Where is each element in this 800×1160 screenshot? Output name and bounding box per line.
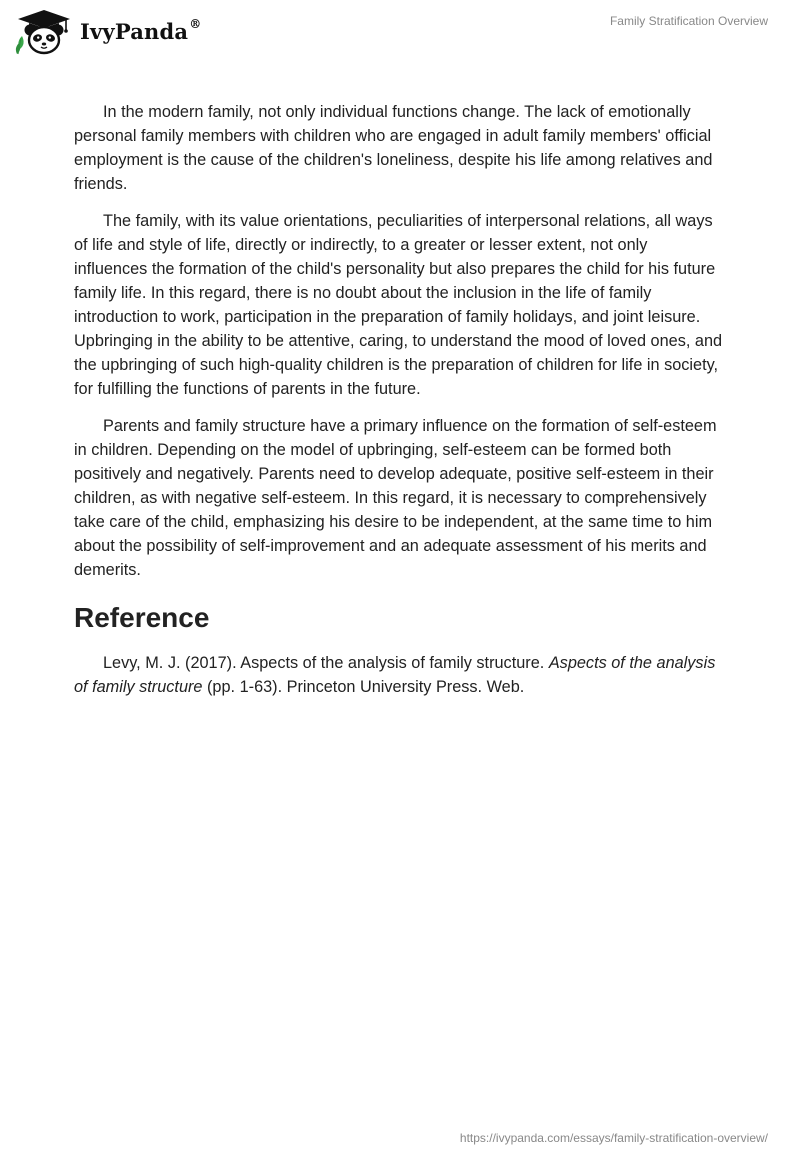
page-header: [0, 0, 800, 60]
paragraph: The family, with its value orientations, peculiarities of interpersonal relations, all ways of life and style of life, directly or indirectly, to a greater or lesser extent, not only influences the formation of the child's personality but also prepares the child for his future family life. In this regard, there is no doubt about the inclusion in the life of family introduction to work, participation in the preparation of family holidays, and joint leisure. Upbringing in the ability to be attentive, caring, to understand the mood of loved ones, and the upbringing of such high-quality children is the preparation of children for life in society, for fulfilling the functions of parents in the future.: [74, 212, 723, 398]
reference-details: (pp. 1-63). Princeton University Press. Web.: [202, 678, 525, 696]
reference-entry: [74, 651, 724, 699]
source-url[interactable]: https://ivypanda.com/essays/family-stratification-overview/: [459, 1131, 768, 1145]
reference-source-title: Aspects of the analysis of family structure: [74, 654, 716, 696]
ivypanda-logo[interactable]: [14, 8, 201, 56]
reference-authors: Levy, M. J. (2017). Aspects of the analysis of family structure.: [103, 654, 549, 672]
paragraph: Parents and family structure have a primary influence on the formation of self-esteem in children. Depending on the model of upbringing, self-esteem can be formed both positively and negatively. Parents need to develop adequate, positive self-esteem in their children, as with negative self-esteem. In this regard, it is necessary to comprehensively take care of the child, emphasizing his desire to be independent, at the same time to him about the possibility of self-improvement and an adequate assessment of his merits and demerits.: [74, 417, 717, 579]
reference-heading: Reference: [74, 602, 210, 633]
essay-body: [74, 100, 724, 712]
brand-name: IvyPanda®: [80, 16, 202, 44]
paragraph: In the modern family, not only individual functions change. The lack of emotionally personal family members with children who are engaged in adult family members' official employment is the cause of the children's loneliness, despite his life among relatives and friends.: [74, 103, 713, 193]
document-title: Family Stratification Overview: [609, 14, 768, 28]
panda-icon: [14, 8, 74, 56]
registered-mark: ®: [189, 16, 202, 31]
